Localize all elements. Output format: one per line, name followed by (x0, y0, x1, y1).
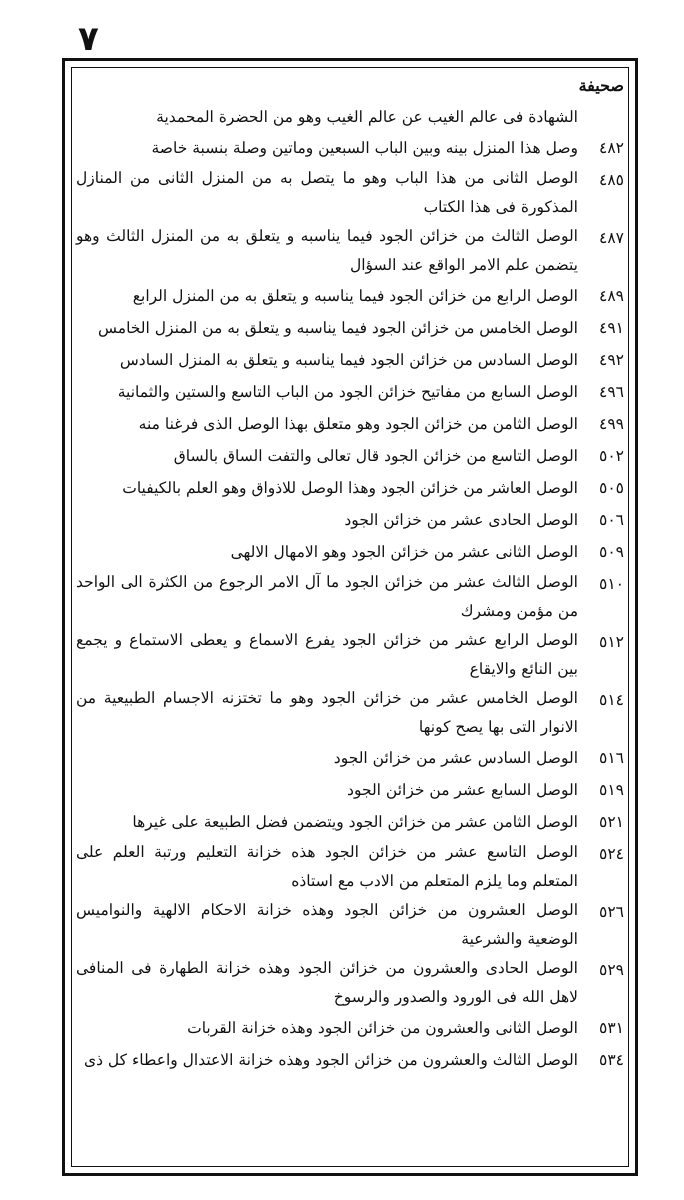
entry-page-number: ٤٨٩ (599, 287, 624, 305)
entry-page-number: ٥١٤ (599, 691, 624, 709)
list-item (76, 440, 624, 472)
entry-title: الوصل الثامن عشر من خزائن الجود ويتضمن فضل الطبيعة على غيرها (132, 813, 578, 831)
list-item (76, 954, 624, 1012)
entry-title: الوصل الخامس عشر من خزائن الجود وهو ما تختزنه الاجسام الطبيعية من الانوار التى بها يصح كونها (76, 689, 578, 736)
entry-page-number: ٤٨٧ (599, 229, 624, 247)
list-item (76, 504, 624, 536)
entry-page-number: ٥٢٩ (599, 961, 624, 979)
list-item (76, 376, 624, 408)
entry-title: الوصل السادس عشر من خزائن الجود (333, 749, 578, 767)
list-item (76, 626, 624, 684)
table-of-contents (76, 76, 624, 1076)
list-item (76, 742, 624, 774)
entry-page-number: ٥٢٤ (599, 845, 624, 863)
list-item (76, 838, 624, 896)
entry-title: الوصل الثالث والعشرون من خزائن الجود وهذه خزانة الاعتدال واعطاء كل ذى (83, 1051, 578, 1069)
entry-title: وصل هذا المنزل بينه وبين الباب السبعين وماتين وصلة بنسبة خاصة (151, 139, 578, 157)
column-header: صحيفة (578, 76, 624, 95)
entry-page-number: ٥١٢ (599, 633, 624, 651)
entry-page-number: ٥٣١ (599, 1019, 624, 1037)
entry-title: الوصل التاسع عشر من خزائن الجود هذه خزانة التعليم ورتبة العلم على المتعلم وما يلزم المتعلم من الادب مع استاذه (76, 843, 578, 890)
entry-title: الوصل السادس من خزائن الجود فيما يناسبه و يتعلق به المنزل السادس (119, 351, 578, 369)
entry-page-number: ٥١٩ (599, 781, 624, 799)
entry-title: الوصل السابع عشر من خزائن الجود (347, 781, 578, 799)
entry-title: الوصل التاسع من خزائن الجود قال تعالى والتفت الساق بالساق (173, 447, 578, 465)
entry-page-number: ٤٩٩ (599, 415, 624, 433)
page-number: ٧ (78, 19, 99, 59)
entry-title: الوصل الرابع عشر من خزائن الجود يفرع الاسماع و يعطى الاستماع و يجمع بين النائع والايقاع (76, 631, 578, 678)
entry-title: الوصل العشرون من خزائن الجود وهذه خزانة الاحكام الالهية والنواميس الوضعية والشرعية (76, 901, 578, 948)
list-item (76, 684, 624, 742)
entry-title: الوصل الثانى والعشرون من خزائن الجود وهذه خزانة القربات (187, 1019, 578, 1037)
list-item (76, 774, 624, 806)
entry-title: الوصل الثانى من هذا الباب وهو ما يتصل به من المنزل الثانى من المنازل المذكورة فى هذا الكتاب (76, 169, 578, 216)
list-item (76, 222, 624, 280)
list-item (76, 472, 624, 504)
entry-title: الوصل الثالث عشر من خزائن الجود ما آل الامر الرجوع من الكثرة الى الواحد من مؤمن ومشرك (76, 573, 578, 620)
entry-page-number: ٤٩٢ (599, 351, 624, 369)
entry-page-number: ٥٢١ (599, 813, 624, 831)
list-item (76, 536, 624, 568)
entry-page-number: ٥١٠ (599, 575, 624, 593)
entry-title: الوصل الحادى عشر من خزائن الجود (344, 511, 578, 529)
entry-page-number: ٥٢٦ (599, 903, 624, 921)
list-item (76, 132, 624, 164)
entry-title: الوصل الخامس من خزائن الجود فيما يناسبه و يتعلق به من المنزل الخامس (98, 319, 578, 337)
list-item (76, 280, 624, 312)
entry-title: الوصل العاشر من خزائن الجود وهذا الوصل للاذواق وهو العلم بالكيفيات (122, 479, 578, 497)
entry-title: الوصل السابع من مفاتيح خزائن الجود من الباب التاسع والستين والثمانية (117, 383, 578, 401)
list-item (76, 1044, 624, 1076)
list-item (76, 568, 624, 626)
list-item (76, 1012, 624, 1044)
entry-page-number: ٥٠٩ (599, 543, 624, 561)
list-item (76, 408, 624, 440)
list-item (76, 164, 624, 222)
entry-page-number: ٤٩٦ (599, 383, 624, 401)
entry-page-number: ٤٨٥ (599, 171, 624, 189)
entry-title: الوصل الثانى عشر من خزائن الجود وهو الامهال الالهى (230, 543, 578, 561)
entry-page-number: ٥١٦ (599, 749, 624, 767)
list-item (76, 806, 624, 838)
list-item (76, 896, 624, 954)
entry-page-number: ٤٨٢ (599, 139, 624, 157)
entry-page-number: ٤٩١ (599, 319, 624, 337)
list-item (76, 312, 624, 344)
entry-title: الوصل الثامن من خزائن الجود وهو متعلق بهذا الوصل الذى فرغنا منه (138, 415, 578, 433)
list-item (76, 344, 624, 376)
entry-list (76, 132, 624, 1076)
entry-title: الوصل الثالث من خزائن الجود فيما يناسبه و يتعلق به من المنزل الثالث وهو يتضمن علم الامر الواقع عند السؤال (76, 227, 578, 274)
entry-page-number: ٥٣٤ (599, 1051, 624, 1069)
entry-title: الوصل الحادى والعشرون من خزائن الجود وهذه خزانة الطهارة فى المنافى لاهل الله فى الورود والصدور والرسوخ (76, 959, 578, 1006)
entry-page-number: ٥٠٦ (599, 511, 624, 529)
entry-page-number: ٥٠٢ (599, 447, 624, 465)
continuation-line: الشهادة فى عالم الغيب عن عالم الغيب وهو من الحضرة المحمدية (156, 108, 578, 126)
entry-page-number: ٥٠٥ (599, 479, 624, 497)
entry-title: الوصل الرابع من خزائن الجود فيما يناسبه و يتعلق به من المنزل الرابع (132, 287, 578, 305)
